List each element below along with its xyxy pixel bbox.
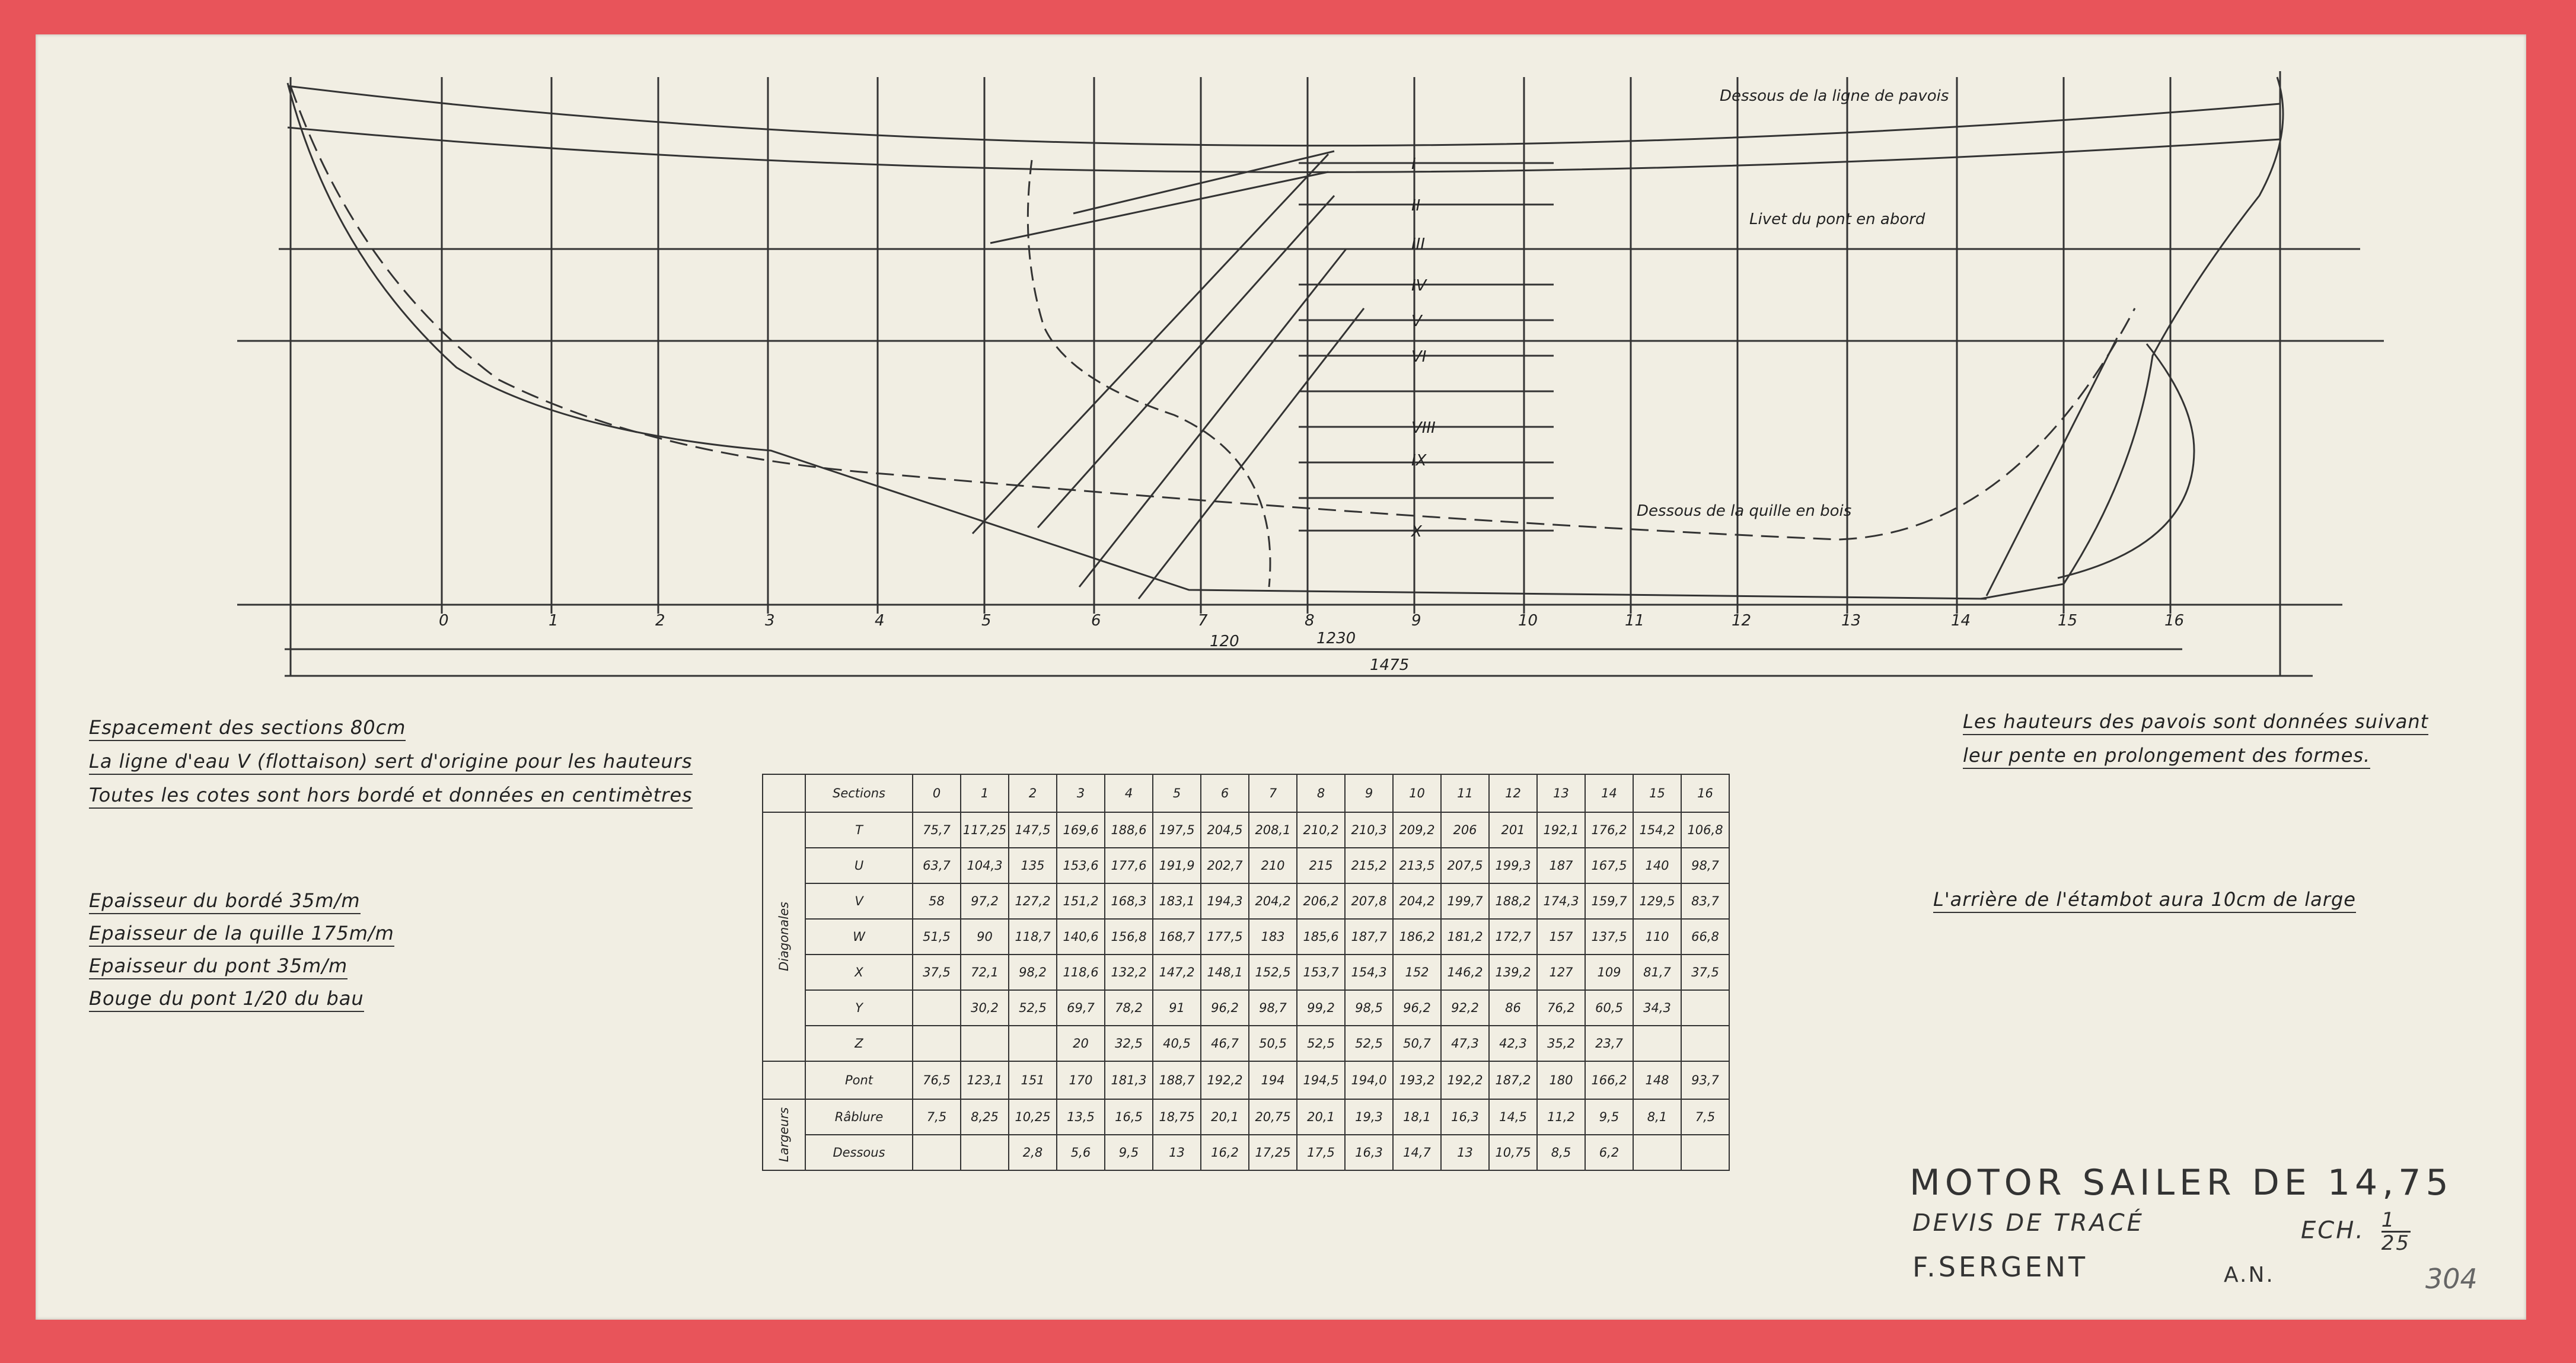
section-label-10: 10 <box>1518 612 1538 630</box>
table-cell: 7,5 <box>1681 1099 1729 1135</box>
table-cell <box>913 1026 961 1061</box>
row-label: W <box>805 919 913 955</box>
table-cell: 215 <box>1297 848 1345 883</box>
author-initials: A.N. <box>2224 1263 2275 1287</box>
table-cell: 17,5 <box>1297 1135 1345 1170</box>
table-cell: 148 <box>1633 1061 1681 1099</box>
section-label-13: 13 <box>1841 612 1861 630</box>
table-cell: 181,3 <box>1105 1061 1153 1099</box>
table-cell: 177,5 <box>1201 919 1249 955</box>
table-cell: 194 <box>1249 1061 1297 1099</box>
table-cell: 172,7 <box>1489 919 1537 955</box>
table-cell: 18,1 <box>1393 1099 1441 1135</box>
table-cell: 148,1 <box>1201 955 1249 990</box>
table-row <box>763 812 1729 848</box>
table-cell: 13,5 <box>1057 1099 1105 1135</box>
dim-120: 120 <box>1210 633 1239 650</box>
table-cell: 92,2 <box>1441 990 1489 1026</box>
waterline-label-6: VI <box>1411 348 1427 366</box>
table-cell: 66,8 <box>1681 919 1729 955</box>
table-cell: 140 <box>1633 848 1681 883</box>
table-cell: 168,7 <box>1153 919 1201 955</box>
table-cell: 14,7 <box>1393 1135 1441 1170</box>
waterline-label-5: V <box>1411 312 1422 330</box>
section-label-15: 15 <box>2058 612 2078 630</box>
table-cell: 140,6 <box>1057 919 1105 955</box>
table-cell: 8,25 <box>961 1099 1009 1135</box>
table-cell: 91 <box>1153 990 1201 1026</box>
table-row <box>763 1099 1729 1135</box>
table-row <box>763 955 1729 990</box>
table-cell <box>961 1135 1009 1170</box>
table-cell <box>1633 1026 1681 1061</box>
table-cell: 109 <box>1585 955 1633 990</box>
table-cell: 183 <box>1249 919 1297 955</box>
table-cell <box>1681 1135 1729 1170</box>
table-cell: 98,5 <box>1345 990 1393 1026</box>
table-cell: 202,7 <box>1201 848 1249 883</box>
table-cell: 193,2 <box>1393 1061 1441 1099</box>
table-cell: 19,3 <box>1345 1099 1393 1135</box>
table-cell: 96,2 <box>1201 990 1249 1026</box>
waterline-label-4: IV <box>1411 277 1427 295</box>
row-label: Y <box>805 990 913 1026</box>
table-cell: 51,5 <box>913 919 961 955</box>
table-cell: 90 <box>961 919 1009 955</box>
offsets-table <box>762 774 1730 1171</box>
section-label-3: 3 <box>765 612 775 630</box>
table-cell: 135 <box>1009 848 1057 883</box>
table-cell: 191,9 <box>1153 848 1201 883</box>
table-cell: 168,3 <box>1105 883 1153 919</box>
table-row <box>763 848 1729 883</box>
table-cell: 185,6 <box>1297 919 1345 955</box>
row-label: Dessous <box>805 1135 913 1170</box>
table-cell: 139,2 <box>1489 955 1537 990</box>
table-cell: 153,7 <box>1297 955 1345 990</box>
table-cell: 13 <box>1441 1135 1489 1170</box>
table-cell: 207,5 <box>1441 848 1489 883</box>
table-cell: 14,5 <box>1489 1099 1537 1135</box>
callout-quille: Dessous de la quille en bois <box>1637 502 1852 520</box>
table-cell: 10,25 <box>1009 1099 1057 1135</box>
table-cell: 50,5 <box>1249 1026 1297 1061</box>
table-cell: 194,3 <box>1201 883 1249 919</box>
scale-label: ECH. $\frac{1}{25}$ <box>2301 1208 2411 1255</box>
row-label: Râblure <box>805 1099 913 1135</box>
table-cell: 137,5 <box>1585 919 1633 955</box>
table-cell: 192,1 <box>1537 812 1585 848</box>
waterline-label-8: VIII <box>1411 419 1436 437</box>
table-cell: 174,3 <box>1537 883 1585 919</box>
table-cell: 104,3 <box>961 848 1009 883</box>
table-cell: 76,2 <box>1537 990 1585 1026</box>
table-cell: 151 <box>1009 1061 1057 1099</box>
table-cell: 117,25 <box>961 812 1009 848</box>
table-cell: 96,2 <box>1393 990 1441 1026</box>
table-cell: 118,6 <box>1057 955 1105 990</box>
table-cell: 8,5 <box>1537 1135 1585 1170</box>
waterline-label-10: X <box>1411 523 1422 541</box>
table-cell: 152 <box>1393 955 1441 990</box>
table-cell: 152,5 <box>1249 955 1297 990</box>
table-cell: 72,1 <box>961 955 1009 990</box>
note-planking-thickness: Epaisseur du bordé 35m/m <box>89 889 361 914</box>
table-cell: 46,7 <box>1201 1026 1249 1061</box>
note-bulwark-slope: leur pente en prolongement des formes. <box>1963 744 2370 769</box>
table-cell: 52,5 <box>1297 1026 1345 1061</box>
table-cell: 153,6 <box>1057 848 1105 883</box>
table-cell: 132,2 <box>1105 955 1153 990</box>
waterline-label-1: I <box>1411 155 1416 173</box>
table-cell: 110 <box>1633 919 1681 955</box>
table-cell: 69,7 <box>1057 990 1105 1026</box>
table-cell: 78,2 <box>1105 990 1153 1026</box>
table-cell: 20,75 <box>1249 1099 1297 1135</box>
table-cell: 98,2 <box>1009 955 1057 990</box>
row-label: Z <box>805 1026 913 1061</box>
waterline-label-3: III <box>1411 235 1426 253</box>
table-cell: 47,3 <box>1441 1026 1489 1061</box>
table-cell: 207,8 <box>1345 883 1393 919</box>
table-cell: 9,5 <box>1105 1135 1153 1170</box>
table-cell: 192,2 <box>1201 1061 1249 1099</box>
table-cell: 154,2 <box>1633 812 1681 848</box>
table-cell: 159,7 <box>1585 883 1633 919</box>
table-cell: 98,7 <box>1249 990 1297 1026</box>
table-cell: 58 <box>913 883 961 919</box>
table-cell: 17,25 <box>1249 1135 1297 1170</box>
table-cell <box>1633 1135 1681 1170</box>
table-cell: 188,2 <box>1489 883 1537 919</box>
table-cell: 186,2 <box>1393 919 1441 955</box>
table-row <box>763 1135 1729 1170</box>
section-label-11: 11 <box>1625 612 1645 630</box>
table-cell: 204,2 <box>1249 883 1297 919</box>
table-cell <box>1681 1026 1729 1061</box>
table-cell: 106,8 <box>1681 812 1729 848</box>
table-cell: 37,5 <box>1681 955 1729 990</box>
drawing-title: MOTOR SAILER DE 14,75 <box>1909 1162 2453 1204</box>
table-cell: 187,2 <box>1489 1061 1537 1099</box>
note-dimensions: Toutes les cotes sont hors bordé et données en centimètres <box>89 784 693 809</box>
table-cell: 192,2 <box>1441 1061 1489 1099</box>
table-cell: 16,3 <box>1441 1099 1489 1135</box>
table-cell: 188,7 <box>1153 1061 1201 1099</box>
table-cell: 199,7 <box>1441 883 1489 919</box>
table-cell: 40,5 <box>1153 1026 1201 1061</box>
table-cell: 187,7 <box>1345 919 1393 955</box>
section-label-4: 4 <box>875 612 885 630</box>
table-cell: 127 <box>1537 955 1585 990</box>
table-cell: 16,2 <box>1201 1135 1249 1170</box>
note-spacing: Espacement des sections 80cm <box>89 716 406 741</box>
table-cell: 201 <box>1489 812 1537 848</box>
table-cell: 35,2 <box>1537 1026 1585 1061</box>
table-cell <box>1681 990 1729 1026</box>
section-label-12: 12 <box>1732 612 1752 630</box>
table-cell: 123,1 <box>961 1061 1009 1099</box>
table-cell: 118,7 <box>1009 919 1057 955</box>
table-cell: 98,7 <box>1681 848 1729 883</box>
table-cell: 147,2 <box>1153 955 1201 990</box>
table-cell: 183,1 <box>1153 883 1201 919</box>
waterline-label-9: IX <box>1411 452 1427 470</box>
table-cell: 20,1 <box>1297 1099 1345 1135</box>
table-cell: 81,7 <box>1633 955 1681 990</box>
section-label-0: 0 <box>439 612 449 630</box>
table-cell: 170 <box>1057 1061 1105 1099</box>
callout-pavois: Dessous de la ligne de pavois <box>1720 87 1949 105</box>
note-bulwark-heights: Les hauteurs des pavois sont données suivant <box>1963 710 2428 735</box>
table-cell: 50,7 <box>1393 1026 1441 1061</box>
table-row <box>763 990 1729 1026</box>
sections-header: Sections <box>805 774 913 812</box>
table-cell <box>913 990 961 1026</box>
table-cell: 213,5 <box>1393 848 1441 883</box>
table-cell: 181,2 <box>1441 919 1489 955</box>
table-cell: 146,2 <box>1441 955 1489 990</box>
table-cell: 20 <box>1057 1026 1105 1061</box>
table-cell: 6,2 <box>1585 1135 1633 1170</box>
table-cell: 16,5 <box>1105 1099 1153 1135</box>
table-cell: 210,3 <box>1345 812 1393 848</box>
table-cell: 75,7 <box>913 812 961 848</box>
sheet-number: 304 <box>2425 1263 2478 1295</box>
table-cell: 13 <box>1153 1135 1201 1170</box>
table-cell: 180 <box>1537 1061 1585 1099</box>
table-cell: 206,2 <box>1297 883 1345 919</box>
table-cell: 166,2 <box>1585 1061 1633 1099</box>
table-cell: 167,5 <box>1585 848 1633 883</box>
section-label-2: 2 <box>655 612 665 630</box>
note-keel-thickness: Epaisseur de la quille 175m/m <box>89 922 394 947</box>
table-cell: 157 <box>1537 919 1585 955</box>
table-cell: 93,7 <box>1681 1061 1729 1099</box>
table-cell: 204,2 <box>1393 883 1441 919</box>
table-cell: 10,75 <box>1489 1135 1537 1170</box>
note-deck-thickness: Epaisseur du pont 35m/m <box>89 955 347 979</box>
table-cell: 177,6 <box>1105 848 1153 883</box>
table-cell: 194,0 <box>1345 1061 1393 1099</box>
author-name: F.SERGENT <box>1912 1251 2089 1283</box>
table-cell: 204,5 <box>1201 812 1249 848</box>
table-cell: 86 <box>1489 990 1537 1026</box>
group-largeurs: Largeurs <box>763 1099 805 1170</box>
note-sternpost: L'arrière de l'étambot aura 10cm de large <box>1933 888 2356 913</box>
section-label-16: 16 <box>2164 612 2185 630</box>
callout-livet: Livet du pont en abord <box>1749 210 1925 228</box>
table-cell: 5,6 <box>1057 1135 1105 1170</box>
table-cell: 206 <box>1441 812 1489 848</box>
table-row <box>763 919 1729 955</box>
table-cell: 154,3 <box>1345 955 1393 990</box>
table-cell <box>961 1026 1009 1061</box>
table-row <box>763 883 1729 919</box>
table-cell <box>1009 1026 1057 1061</box>
table-cell: 42,3 <box>1489 1026 1537 1061</box>
table-cell: 97,2 <box>961 883 1009 919</box>
table-cell: 76,5 <box>913 1061 961 1099</box>
table-cell: 52,5 <box>1345 1026 1393 1061</box>
table-cell: 52,5 <box>1009 990 1057 1026</box>
note-deck-camber: Bouge du pont 1/20 du bau <box>89 987 364 1012</box>
table-cell: 156,8 <box>1105 919 1153 955</box>
table-cell: 63,7 <box>913 848 961 883</box>
table-cell: 99,2 <box>1297 990 1345 1026</box>
dim-1230: 1230 <box>1316 630 1356 647</box>
table-header-row: Sections 0 1 2 3 4 5 6 7 8 9 10 11 12 13 14 15 16 <box>763 774 1729 812</box>
table-cell: 151,2 <box>1057 883 1105 919</box>
table-cell: 60,5 <box>1585 990 1633 1026</box>
table-cell: 37,5 <box>913 955 961 990</box>
section-label-9: 9 <box>1411 612 1421 630</box>
table-row <box>763 1061 1729 1099</box>
table-cell: 215,2 <box>1345 848 1393 883</box>
row-label: Pont <box>805 1061 913 1099</box>
drawing-subtitle: DEVIS DE TRACÉ <box>1912 1209 2144 1237</box>
section-label-8: 8 <box>1305 612 1315 630</box>
table-row <box>763 1026 1729 1061</box>
table-cell <box>913 1135 961 1170</box>
table-cell: 127,2 <box>1009 883 1057 919</box>
table-cell: 8,1 <box>1633 1099 1681 1135</box>
waterline-label-2: II <box>1411 197 1421 215</box>
table-cell: 30,2 <box>961 990 1009 1026</box>
section-label-14: 14 <box>1951 612 1971 630</box>
table-cell: 208,1 <box>1249 812 1297 848</box>
scale-fraction: $\frac{1}{25}$ <box>2381 1208 2411 1255</box>
table-cell: 2,8 <box>1009 1135 1057 1170</box>
table-cell: 199,3 <box>1489 848 1537 883</box>
table-cell: 20,1 <box>1201 1099 1249 1135</box>
table-cell: 32,5 <box>1105 1026 1153 1061</box>
table-cell: 18,75 <box>1153 1099 1201 1135</box>
row-label: X <box>805 955 913 990</box>
table-cell: 147,5 <box>1009 812 1057 848</box>
table-cell: 34,3 <box>1633 990 1681 1026</box>
row-label: U <box>805 848 913 883</box>
table-cell: 16,3 <box>1345 1135 1393 1170</box>
table-cell: 197,5 <box>1153 812 1201 848</box>
section-label-6: 6 <box>1091 612 1101 630</box>
table-cell: 7,5 <box>913 1099 961 1135</box>
table-cell: 187 <box>1537 848 1585 883</box>
table-cell: 209,2 <box>1393 812 1441 848</box>
dim-1475: 1475 <box>1370 656 1410 674</box>
section-label-5: 5 <box>981 612 991 630</box>
table-cell: 129,5 <box>1633 883 1681 919</box>
note-waterline-origin: La ligne d'eau V (flottaison) sert d'origine pour les hauteurs <box>89 750 693 775</box>
section-label-7: 7 <box>1198 612 1208 630</box>
table-cell: 210,2 <box>1297 812 1345 848</box>
table-cell: 11,2 <box>1537 1099 1585 1135</box>
group-diagonales: Diagonales <box>763 812 805 1061</box>
table-cell: 176,2 <box>1585 812 1633 848</box>
row-label: V <box>805 883 913 919</box>
table-cell: 23,7 <box>1585 1026 1633 1061</box>
table-cell: 188,6 <box>1105 812 1153 848</box>
table-cell: 9,5 <box>1585 1099 1633 1135</box>
table-cell: 83,7 <box>1681 883 1729 919</box>
table-cell: 169,6 <box>1057 812 1105 848</box>
table-cell: 210 <box>1249 848 1297 883</box>
row-label: T <box>805 812 913 848</box>
table-cell: 194,5 <box>1297 1061 1345 1099</box>
section-label-1: 1 <box>549 612 559 630</box>
